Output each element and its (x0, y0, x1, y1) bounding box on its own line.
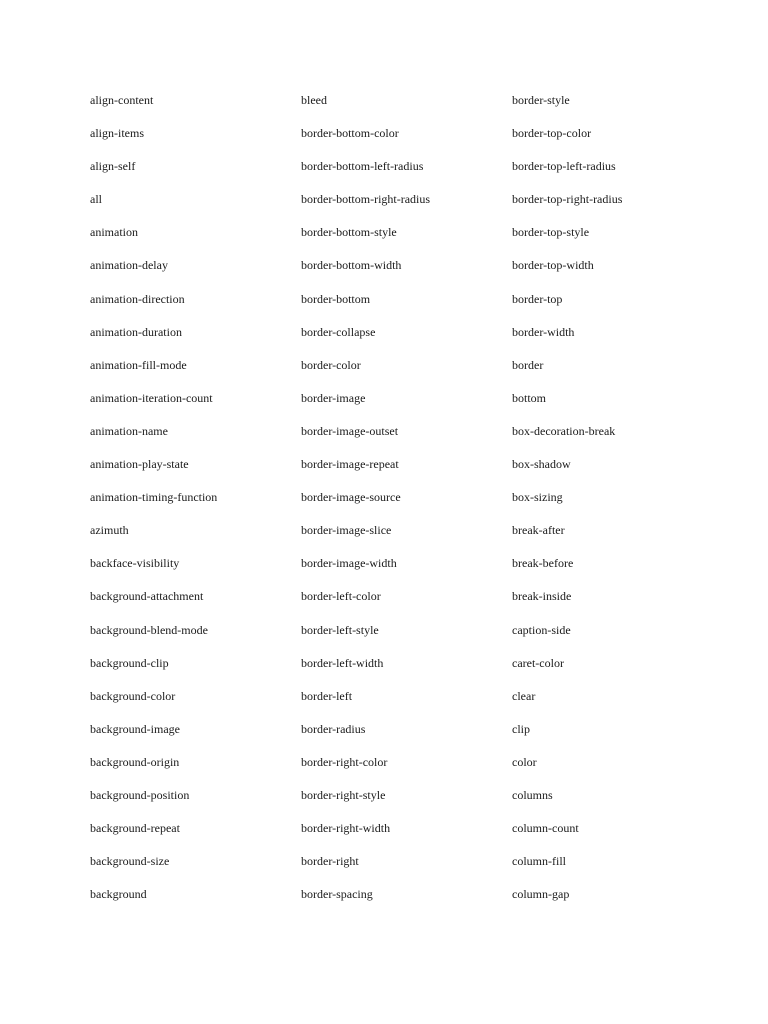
property-name: box-sizing (512, 490, 563, 505)
property-name: border-bottom-color (301, 126, 399, 141)
property-name: border-collapse (301, 324, 376, 339)
property-name: animation-timing-function (90, 490, 218, 505)
property-name: border-right-width (301, 821, 391, 836)
property-name: columns (512, 787, 553, 802)
property-name: border-left-color (301, 589, 381, 604)
property-name: clip (512, 721, 530, 736)
property-name: border-image-width (301, 556, 397, 571)
property-name: border-image-source (301, 490, 401, 505)
property-name: animation-name (90, 423, 168, 438)
property-name: border-radius (301, 721, 366, 736)
property-name: background-color (90, 688, 176, 703)
property-name: box-shadow (512, 457, 571, 472)
property-name: align-content (90, 93, 154, 107)
property-name: border-top-color (512, 126, 592, 141)
property-name: box-decoration-break (512, 423, 616, 438)
property-name: animation-play-state (90, 457, 189, 472)
property-name: animation-fill-mode (90, 357, 187, 372)
property-name: border-width (512, 324, 575, 339)
property-name: border-bottom-right-radius (301, 192, 431, 207)
property-name: column-gap (512, 887, 570, 902)
property-name: caption-side (512, 622, 571, 637)
property-column-3 (512, 91, 712, 918)
property-name: background-repeat (90, 821, 180, 836)
property-name: color (512, 754, 537, 769)
property-name: border (512, 357, 544, 372)
property-name: background-origin (90, 754, 180, 769)
property-name: border-bottom-style (301, 225, 397, 240)
property-name: background-image (90, 721, 180, 736)
property-name: clear (512, 688, 536, 703)
property-name: border-bottom-left-radius (301, 159, 424, 174)
property-name: background-blend-mode (90, 622, 208, 637)
property-name: column-count (512, 821, 579, 836)
property-name: align-self (90, 159, 136, 174)
property-name: border-right (301, 854, 359, 869)
property-name: break-inside (512, 589, 572, 604)
property-name: background-attachment (90, 589, 204, 604)
property-name: align-items (90, 126, 144, 141)
property-name: border-image (301, 390, 366, 405)
property-name: animation-direction (90, 291, 185, 306)
property-name: caret-color (512, 655, 564, 670)
property-name: border-spacing (301, 887, 373, 902)
property-name: azimuth (90, 523, 129, 538)
property-name: background-position (90, 787, 190, 802)
property-name: background-clip (90, 655, 169, 670)
property-name: border-top (512, 291, 563, 306)
property-name: border-style (512, 93, 570, 107)
property-column-1 (90, 91, 290, 918)
property-name: animation-iteration-count (90, 390, 213, 405)
property-name: animation-duration (90, 324, 182, 339)
property-name: break-after (512, 523, 565, 538)
property-name: border-left-width (301, 655, 384, 670)
property-name: border-left-style (301, 622, 379, 637)
property-name: bleed (301, 93, 327, 107)
property-name: border-image-slice (301, 523, 392, 538)
property-name: border-bottom (301, 291, 371, 306)
property-name: all (90, 192, 102, 207)
property-name: column-fill (512, 854, 566, 869)
property-name: border-right-style (301, 787, 386, 802)
property-name: border-image-repeat (301, 457, 399, 472)
property-name: border-left (301, 688, 353, 703)
property-name: border-top-left-radius (512, 159, 616, 174)
property-name: animation-delay (90, 258, 168, 273)
property-name: border-right-color (301, 754, 388, 769)
property-name: border-image-outset (301, 423, 399, 438)
property-name: bottom (512, 390, 547, 405)
property-name: border-bottom-width (301, 258, 402, 273)
property-name: background (90, 887, 147, 902)
property-name: backface-visibility (90, 556, 180, 571)
property-name: border-top-style (512, 225, 590, 240)
property-name: border-top-width (512, 258, 594, 273)
property-name: background-size (90, 854, 170, 869)
property-name: border-top-right-radius (512, 192, 623, 207)
property-name: break-before (512, 556, 574, 571)
property-name: border-color (301, 357, 361, 372)
property-name: animation (90, 225, 138, 240)
property-column-2 (301, 91, 501, 918)
